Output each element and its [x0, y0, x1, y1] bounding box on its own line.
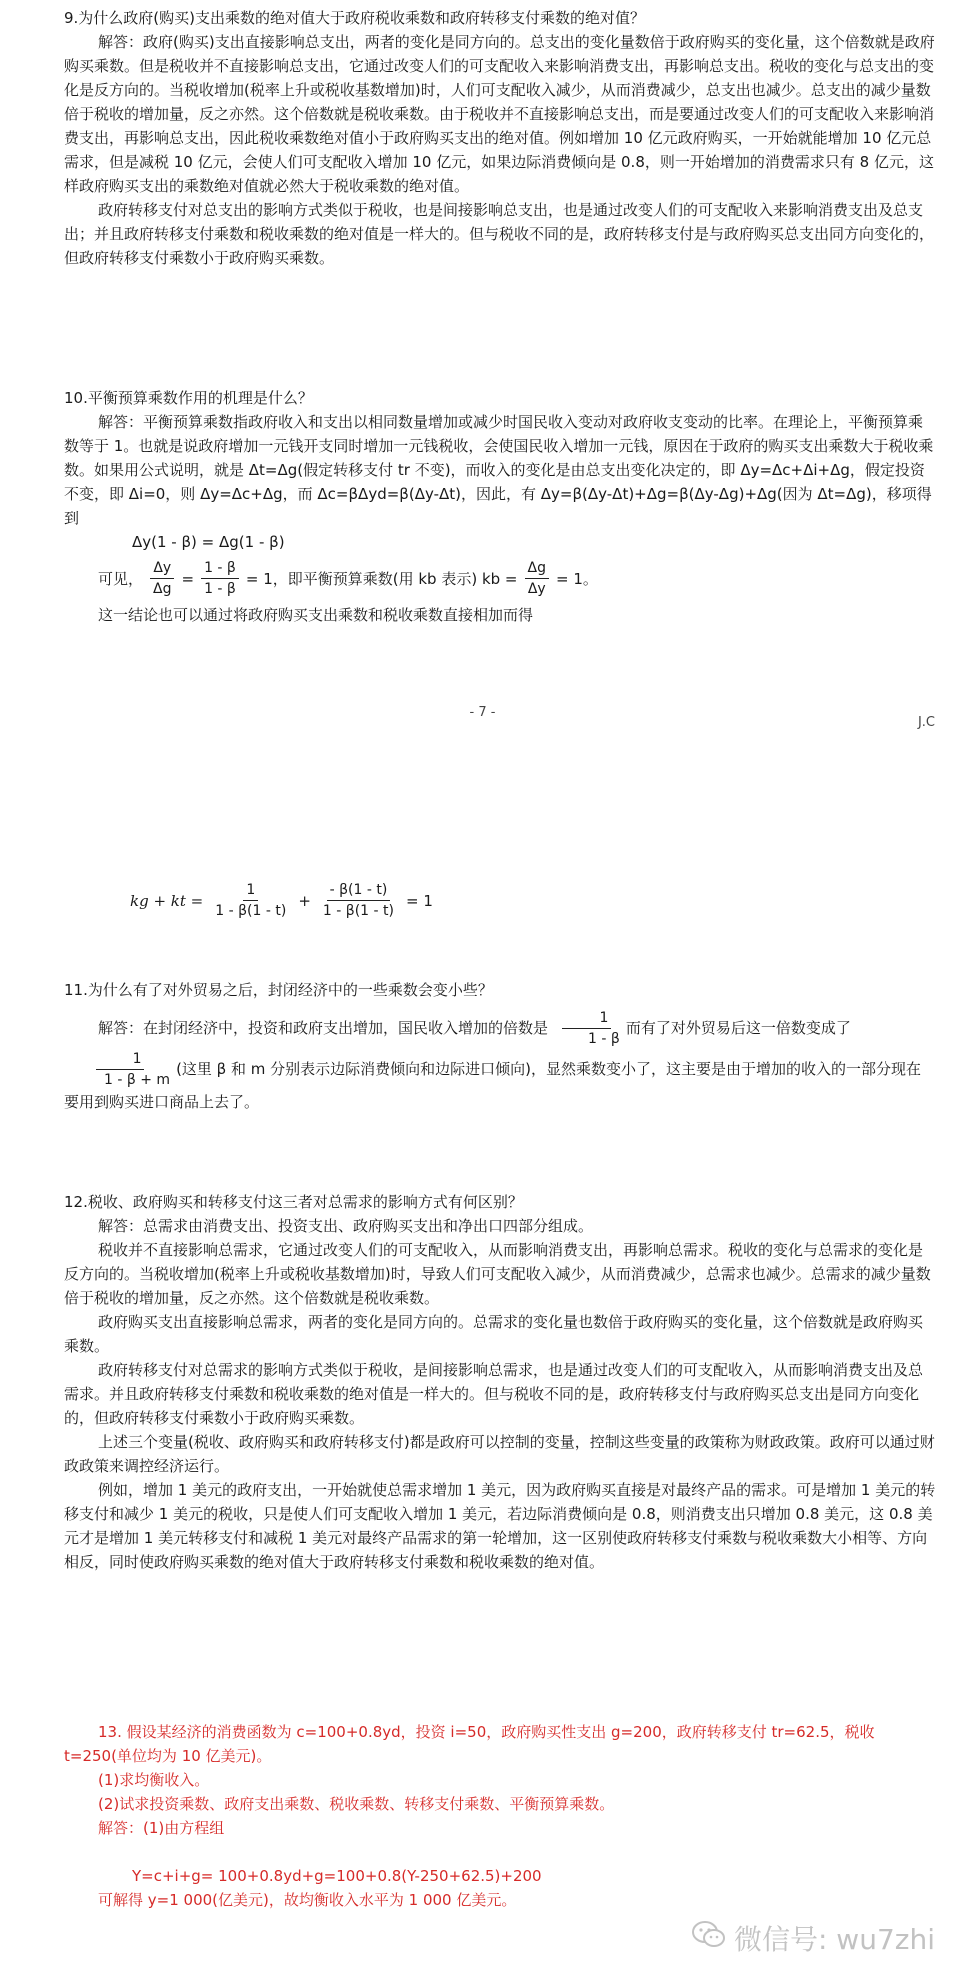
- answer-11-text: 解答：在封闭经济中，投资和政府支出增加，国民收入增加的倍数是 $\frac{1}{1 - \beta}$ 而有了对外贸易后这一倍数变成了 $\frac{1}{1 - \beta + m}$ (这里 β 和 m 分别表示边际消费倾向和边际进口倾向)，显然乘数变小了，这主要是由于增加的收入的一部分现在要用到购买进口商品上去了。: [64, 1010, 922, 1111]
- question-13-part-2: (2)试求投资乘数、政府支出乘数、税收乘数、转移支付乘数、平衡预算乘数。: [98, 1795, 615, 1813]
- answer-13-equation: Y=c+i+g= 100+0.8yd+g=100+0.8(Y-250+62.5)+200: [132, 1867, 542, 1885]
- question-12-title: 12.税收、政府购买和转移支付这三者对总需求的影响方式有何区别？: [64, 1193, 523, 1211]
- answer-12-paragraph-4: 上述三个变量(税收、政府购买和政府转移支付)都是政府可以控制的变量，控制这些变量的政策称为财政政策。政府可以通过财政政策来调控经济运行。: [64, 1433, 935, 1475]
- section-9: [64, 6, 936, 270]
- fraction-government-multiplier: $\frac{1}{1 - \beta(1 - t)}$: [215, 882, 287, 919]
- formula-rhs: = 1: [405, 891, 433, 910]
- fraction-tax-multiplier: $\frac{- \beta(1 - t)}{1 - \beta(1 - t)}$: [322, 882, 394, 919]
- equation-balanced-budget-multiplier: 可见， $\frac{\Delta y}{\Delta g}$ = $\frac{1 - \beta}{1 - \beta}$ = 1，即平衡预算乘数(用 kb 表示) kb = $\frac{\Delta g}{\Delta y}$ = 1。: [98, 560, 598, 597]
- question-13-title: 13. 假设某经济的消费函数为 c=100+0.8yd，投资 i=50，政府购买性支出 g=200，政府转移支付 tr=62.5，税收 t=250(单位均为 10 亿美元)。: [64, 1723, 875, 1765]
- answer-9-paragraph-2: 政府转移支付对总支出的影响方式类似于税收，也是间接影响总支出，也是通过改变人们的可支配收入来影响消费支出及总支出；并且政府转移支付乘数和税收乘数的绝对值是一样大的。但与税收不同的是，政府转移支付是与政府购买总支出同方向变化的，但政府转移支付乘数小于政府购买乘数。: [64, 201, 935, 267]
- fraction-open-multiplier: $\frac{1}{1 - \beta + m}$: [67, 1049, 173, 1090]
- fraction-dy-dg: $\frac{\Delta y}{\Delta g}$: [150, 558, 174, 599]
- fraction-closed-multiplier: $\frac{1}{1 - \beta}$: [551, 1008, 623, 1049]
- answer-12-paragraph-3: 政府转移支付对总需求的影响方式类似于税收，是间接影响总需求，也是通过改变人们的可支配收入，从而影响消费支出及总需求。并且政府转移支付乘数和税收乘数的绝对值是一样大的。但与税收不同的是，政府转移支付与政府购买总支出是同方向变化的，但政府转移支付乘数小于政府购买乘数。: [64, 1361, 924, 1427]
- wechat-icon: [692, 1920, 726, 1957]
- question-11-title: 11.为什么有了对外贸易之后，封闭经济中的一些乘数会变小些？: [64, 981, 493, 999]
- equation-middle: = 1，即平衡预算乘数(用 kb 表示) kb =: [245, 569, 518, 588]
- answer-10-paragraph-1: 解答：平衡预算乘数指政府收入和支出以相同数量增加或减少时国民收入变动对政府收支变动的比率。在理论上，平衡预算乘数等于 1。也就是说政府增加一元钱开支同时增加一元钱税收，会使国民收入增加一元钱，原因在于政府的购买支出乘数大于税收乘数。如果用公式说明，就是 Δt=Δg(假定转移支付 tr 不变)，而收入的变化是由总支出变化决定的，即 Δy=Δc+Δi+Δg，假定投资不变，即 Δi=0，则 Δy=Δc+Δg，而 Δc=βΔyd=β(Δy-Δt)，因此，有 Δy=β(Δy-Δt)+Δg=β(Δy-Δg)+Δg(因为 Δt=Δg)，移项得到: [64, 413, 934, 527]
- answer-13-intro: 解答：(1)由方程组: [98, 1819, 225, 1837]
- answer-12-paragraph-2: 政府购买支出直接影响总需求，两者的变化是同方向的。总需求的变化量也数倍于政府购买的变化量，这个倍数就是政府购买乘数。: [64, 1313, 924, 1355]
- fraction-1-beta: $\frac{1 - \beta}{1 - \beta}$: [201, 558, 239, 599]
- question-10-title: 10.平衡预算乘数作用的机理是什么？: [64, 389, 313, 407]
- section-12: [64, 1190, 936, 1574]
- answer-12-line-1: 解答：总需求由消费支出、投资支出、政府购买支出和净出口四部分组成。: [98, 1217, 594, 1235]
- equation-end: = 1。: [555, 569, 598, 588]
- watermark-text: 微信号: wu7zhi: [733, 1923, 935, 1956]
- equation-prefix: 可见，: [98, 569, 144, 588]
- answer-9-paragraph-1: 解答：政府(购买)支出直接影响总支出，两者的变化是同方向的。总支出的变化量数倍于政府购买的变化量，这个倍数就是政府购买乘数。但是税收并不直接影响总支出，它通过改变人们的可支配收入来影响消费支出，再影响总支出。税收的变化与总支出的变化是反方向的。当税收增加(税率上升或税收基数增加)时，人们可支配收入减少，从而消费减少，总支出也减少。总支出的减少量数倍于税收的增加量，反之亦然。这个倍数就是税收乘数。由于税收并不直接影响总支出，而是要通过改变人们的可支配收入来影响消费支出，再影响总支出，因此税收乘数绝对值小于政府购买支出的绝对值。例如增加 10 亿元政府购买，一开始就能增加 10 亿元总需求，但是减税 10 亿元，会使人们可支配收入增加 10 亿元，如果边际消费倾向是 0.8，则一开始增加的消费需求只有 8 亿元，这样政府购买支出的乘数绝对值就必然大于税收乘数的绝对值。: [64, 33, 935, 195]
- fraction-dg-dy: $\frac{\Delta g}{\Delta y}$: [525, 558, 549, 599]
- section-11: [64, 978, 936, 1114]
- question-13-part-1: (1)求均衡收入。: [98, 1771, 210, 1789]
- answer-12-paragraph-1: 税收并不直接影响总需求，它通过改变人们的可支配收入，从而影响消费支出，再影响总需求。税收的变化与总需求的变化是反方向的。当税收增加(税率上升或税收基数增加)时，导致人们可支配收入减少，从而消费减少，总需求也减少。总需求的减少量数倍于税收的增加量，反之亦然。这个倍数就是税收乘数。: [64, 1241, 931, 1307]
- answer-10-paragraph-2: 这一结论也可以通过将政府购买支出乘数和税收乘数直接相加而得: [98, 606, 534, 624]
- formula-kg-kt: kg + kt = $\frac{1}{1 - \beta(1 - t)}$ + $\frac{- \beta(1 - t)}{1 - \beta(1 - t)}$ = 1: [130, 882, 433, 919]
- section-10: [64, 386, 936, 627]
- author-initials: J.C: [917, 715, 935, 730]
- answer-12-paragraph-5: 例如，增加 1 美元的政府支出，一开始就使总需求增加 1 美元，因为政府购买直接是对最终产品的需求。可是增加 1 美元的转移支付和减少 1 美元的税收，只是使人们可支配收入增加 1 美元，若边际消费倾向是 0.8，则消费支出只增加 0.8 美元，这 0.8 美元才是增加 1 美元转移支付和减税 1 美元对最终产品需求的第一轮增加，这一区别使政府转移支付乘数与税收乘数大小相等、方向相反，同时使政府购买乘数的绝对值大于政府转移支付乘数和税收乘数的绝对值。: [64, 1481, 936, 1571]
- answer-13-result: 可解得 y=1 000(亿美元)，故均衡收入水平为 1 000 亿美元。: [98, 1891, 517, 1909]
- wechat-watermark: [692, 1918, 935, 1958]
- page-number: - 7 -: [469, 705, 496, 720]
- formula-lhs: kg + kt =: [130, 891, 204, 910]
- section-13: [64, 1720, 936, 1912]
- question-9-title: 9.为什么政府(购买)支出乘数的绝对值大于政府税收乘数和政府转移支付乘数的绝对值？: [64, 9, 646, 27]
- equation-balance: Δy(1 - β) = Δg(1 - β): [132, 533, 285, 551]
